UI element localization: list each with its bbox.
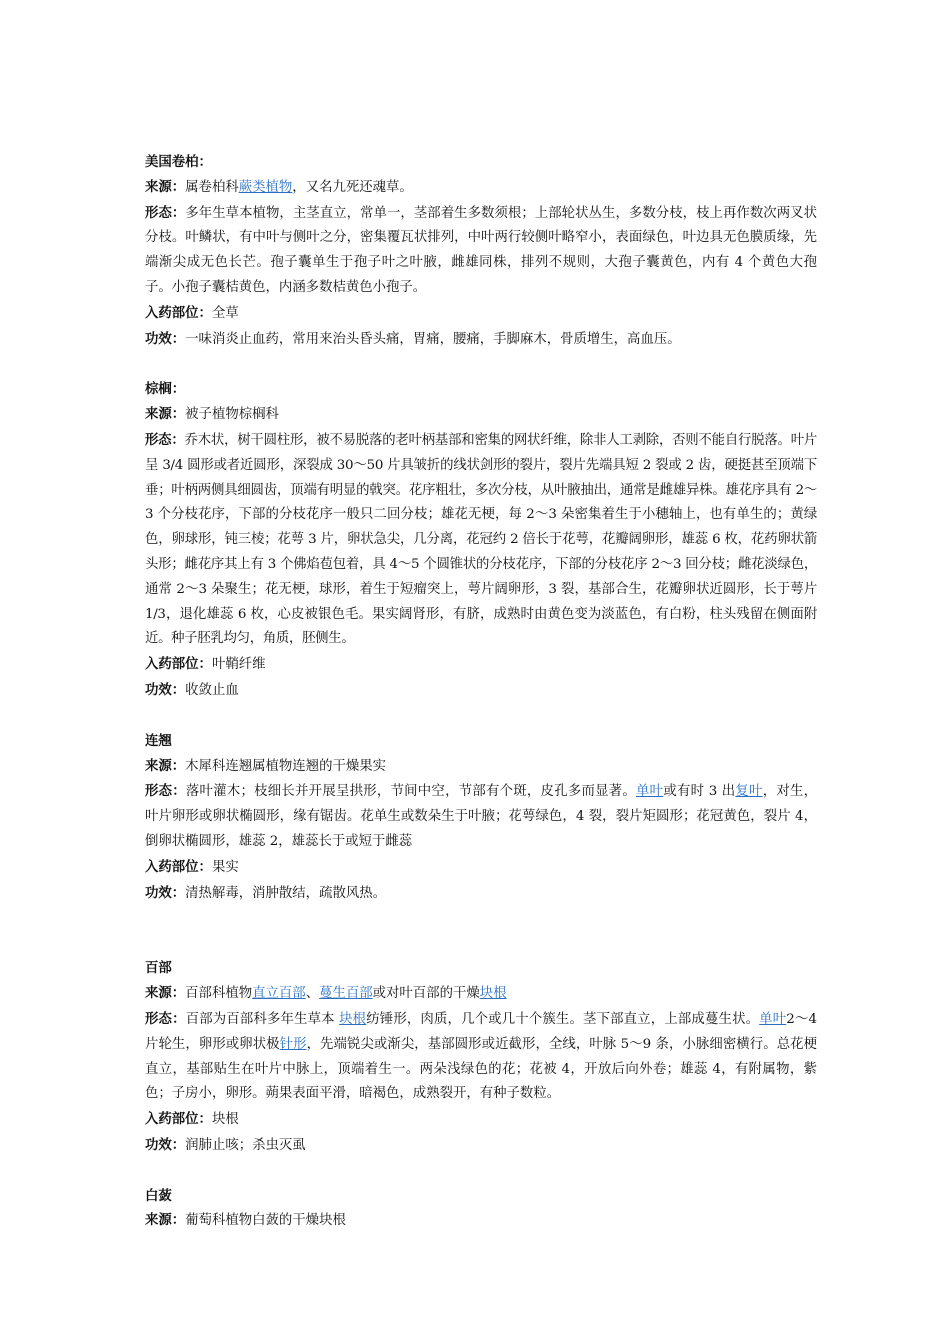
morphology-text: 落叶灌木；枝细长并开展呈拱形，节间中空，节部有个斑，皮孔多而显著。 [185, 784, 637, 800]
entry-title: 白蔹 [145, 1187, 172, 1204]
effect-text: 收敛止血 [185, 682, 239, 698]
source-label: 来源： [145, 406, 186, 423]
morphology-text: ，对生，叶片卵形或卵状椭圆形，缘有锯齿。花单生或数朵生于叶腋；花萼绿色，4 裂，裂片矩圆形；花冠黄色，裂片 4，倒卵状椭圆形，雄蕊 2，雄蕊长于或短于雌蕊 [145, 784, 817, 849]
source-text: 或对叶百部的干燥 [372, 986, 480, 1002]
source-line [145, 175, 817, 201]
spacer [145, 352, 817, 377]
medicinal-part-line [145, 301, 817, 327]
morphology-text: 纺锤形，肉质，几个或几十个簇生。茎下部直立，上部成蔓生状。 [366, 1011, 760, 1027]
morphology-text: 多年生草本植物，主茎直立，常单一，茎部着生多数须根；上部轮状丛生，多数分枝，枝上再作数次两叉状分枝。叶鳞状，有中叶与侧叶之分，密集覆瓦状排列，中叶两行较侧叶略窄小，表面绿色，叶边具无色膜质缘，先端渐尖成无色长芒。孢子囊单生于孢子叶之叶腋，雌雄同株，排列不规则，大孢子囊黄色，内有 4 个黄色大孢子。小孢子囊桔黄色，内涵多数桔黄色小孢子。 [145, 205, 818, 295]
medicinal-part-text: 果实 [211, 859, 239, 875]
effect-line [145, 1133, 817, 1159]
effect-label: 功效： [145, 681, 186, 698]
source-label: 来源： [145, 985, 186, 1002]
effect-text: 清热解毒，消肿散结，疏散风热。 [185, 885, 387, 901]
medicinal-part-text: 块根 [211, 1112, 239, 1128]
link-kuaigen[interactable]: 块根 [339, 1011, 367, 1027]
medicinal-part-label: 入药部位： [145, 656, 212, 673]
link-mansheng-baibu[interactable]: 蔓生百部 [319, 986, 373, 1002]
morphology-label: 形态： [145, 1010, 186, 1027]
spacer [145, 1159, 817, 1184]
medicinal-part-text: 叶鞘纤维 [211, 657, 266, 673]
medicinal-part-label: 入药部位： [145, 858, 212, 875]
source-text: 属卷柏科 [185, 179, 239, 195]
entry-title: 美国卷柏： [145, 154, 212, 170]
effect-text: 润肺止咳；杀虫灭虱 [185, 1137, 306, 1153]
source-text: 百部科植物 [185, 986, 253, 1002]
document-body [145, 150, 817, 1234]
source-text: 木犀科连翘属植物连翘的干燥果实 [185, 758, 387, 774]
medicinal-part-line [145, 1107, 817, 1133]
source-label: 来源： [145, 1212, 186, 1229]
link-kuaigen[interactable]: 块根 [479, 986, 507, 1002]
morphology-line [145, 779, 817, 854]
entry-meiguo-juanbai [145, 150, 817, 352]
effect-line [145, 327, 817, 353]
link-danye[interactable]: 单叶 [636, 784, 664, 800]
morphology-label: 形态： [145, 204, 186, 221]
source-text: 、 [305, 986, 320, 1002]
entry-zonglv [145, 377, 817, 703]
morphology-text: 2～4 片轮生，卵形或卵状极 [145, 1011, 818, 1052]
source-text: ，又名九死还魂草。 [292, 179, 413, 195]
morphology-text: 百部为百部科多年生草本 [185, 1011, 340, 1027]
effect-line [145, 678, 817, 704]
source-line [145, 981, 817, 1007]
morphology-text: ，先端锐尖或渐尖，基部圆形或近截形，全线，叶脉 5～9 条，小脉细密横行。总花梗直立，基部贴生在叶片中脉上，顶端着生一。两朵浅绿色的花；花被 4，开放后向外卷；雄蕊 4，有附属物，紫色；子房小，卵形。蒴果表面平滑，暗褐色，成熟裂开，有种子数粒。 [145, 1036, 818, 1102]
entry-baibu [145, 956, 817, 1158]
effect-label: 功效： [145, 330, 186, 347]
link-fuye[interactable]: 复叶 [735, 784, 763, 800]
source-text: 被子植物棕榈科 [185, 407, 279, 423]
link-zhili-baibu[interactable]: 直立百部 [252, 986, 306, 1002]
source-line [145, 1208, 817, 1234]
source-label: 来源： [145, 757, 186, 774]
source-label: 来源： [145, 178, 186, 195]
morphology-label: 形态： [145, 431, 185, 448]
entry-lianqiao [145, 729, 817, 907]
medicinal-part-line [145, 652, 817, 678]
effect-line [145, 881, 817, 907]
medicinal-part-label: 入药部位： [145, 1111, 212, 1128]
morphology-label: 形态： [145, 783, 186, 800]
medicinal-part-line [145, 855, 817, 881]
effect-text: 一味消炎止血药，常用来治头昏头痛，胃痛，腰痛，手脚麻木，骨质增生，高血压。 [185, 331, 681, 347]
link-juelei-zhiwu[interactable]: 蕨类植物 [238, 179, 293, 195]
morphology-line [145, 201, 817, 301]
spacer [145, 704, 817, 729]
entry-title: 连翘 [145, 732, 172, 749]
medicinal-part-label: 入药部位： [145, 304, 212, 321]
effect-label: 功效： [145, 884, 186, 901]
effect-label: 功效： [145, 1136, 186, 1153]
medicinal-part-text: 全草 [211, 305, 239, 321]
source-text: 葡萄科植物白蔹的干燥块根 [185, 1213, 346, 1229]
link-zhenxing[interactable]: 针形 [279, 1036, 307, 1052]
morphology-text: 乔木状，树干圆柱形，被不易脱落的老叶柄基部和密集的网状纤维，除非人工剥除，否则不能自行脱落。叶片呈 3/4 圆形或者近圆形，深裂成 30～50 片具皱折的线状剑形的裂片，裂片先端具短 2 裂或 2 齿，硬挺甚至顶端下垂；叶柄两侧具细圆齿，顶端有明显的戟突。花序粗壮，多次分枝，从叶腋抽出，通常是雌雄异株。雄花序具有 2～3 个分枝花序，下部的分枝花序一般只二回分枝；雄花无梗，每 2～3 朵密集着生于小穗轴上，也有单生的；黄绿色，卵球形，钝三棱；花萼 3 片，卵状急尖，几分离，花冠约 2 倍长于花萼，花瓣阔卵形，雄蕊 6 枚，花药卵状箭头形；雌花序其上有 3 个佛焰苞包着，具 4～5 个圆锥状的分枝花序，下部的分枝花序 2～3 回分枝；雌花淡绿色，通常 2～3 朵聚生；花无梗，球形，着生于短瘤突上，萼片阔卵形，3 裂，基部合生，花瓣卵状近圆形，长于萼片 1/3，退化雄蕊 6 枚，心皮被银色毛。果实阔肾形，有脐，成熟时由黄色变为淡蓝色，有白粉，柱头残留在侧面附近。种子胚乳均匀，角质，胚侧生。 [145, 432, 817, 647]
entry-bailian [145, 1184, 817, 1235]
spacer [145, 906, 817, 956]
morphology-line [145, 1007, 817, 1107]
entry-title: 棕榈： [145, 381, 186, 398]
morphology-text: 或有时 3 出 [663, 784, 736, 800]
morphology-line [145, 428, 817, 652]
entry-title: 百部 [145, 960, 172, 977]
source-line [145, 754, 817, 780]
source-line [145, 402, 817, 428]
link-danye[interactable]: 单叶 [759, 1011, 787, 1027]
